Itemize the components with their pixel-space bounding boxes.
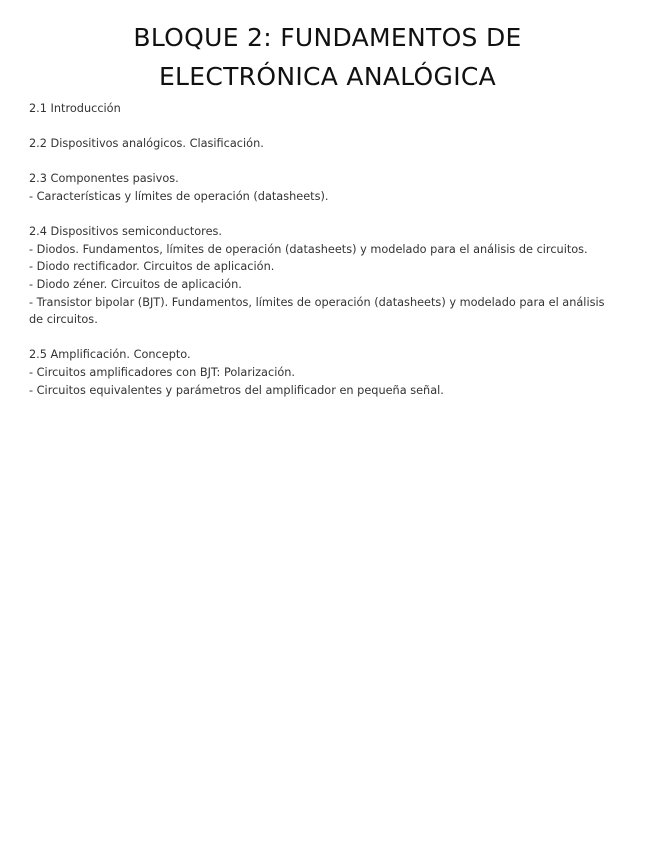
list-item: - Circuitos equivalentes y parámetros del amplificador en pequeña señal. [29,383,444,397]
syllabus-content [29,100,619,417]
section-heading: 2.3 Componentes pasivos. [29,172,179,186]
section-2-1 [29,100,619,118]
list-item: - Características y límites de operación (datasheets). [29,189,329,203]
section-heading: 2.5 Amplificación. Concepto. [29,348,191,362]
page-title [0,18,655,96]
list-item: - Transistor bipolar (BJT). Fundamentos, límites de operación (datasheets) y modelado para el análisis de circuitos. [29,295,605,327]
section-2-3 [29,170,619,205]
section-heading: 2.4 Dispositivos semiconductores. [29,225,222,239]
list-item: - Circuitos amplificadores con BJT: Polarización. [29,365,295,379]
title-line-2: ELECTRÓNICA ANALÓGICA [158,62,497,91]
section-2-4 [29,223,619,329]
list-item: - Diodo rectificador. Circuitos de aplicación. [29,260,275,274]
list-item: - Diodos. Fundamentos, límites de operación (datasheets) y modelado para el análisis de circuitos. [29,242,588,256]
list-item: - Diodo zéner. Circuitos de aplicación. [29,277,242,291]
section-heading: 2.1 Introducción [29,102,121,115]
title-line-1: BLOQUE 2: FUNDAMENTOS DE [133,23,522,52]
section-2-2 [29,135,619,153]
section-heading: 2.2 Dispositivos analógicos. Clasificación. [29,137,264,151]
section-2-5 [29,346,619,399]
